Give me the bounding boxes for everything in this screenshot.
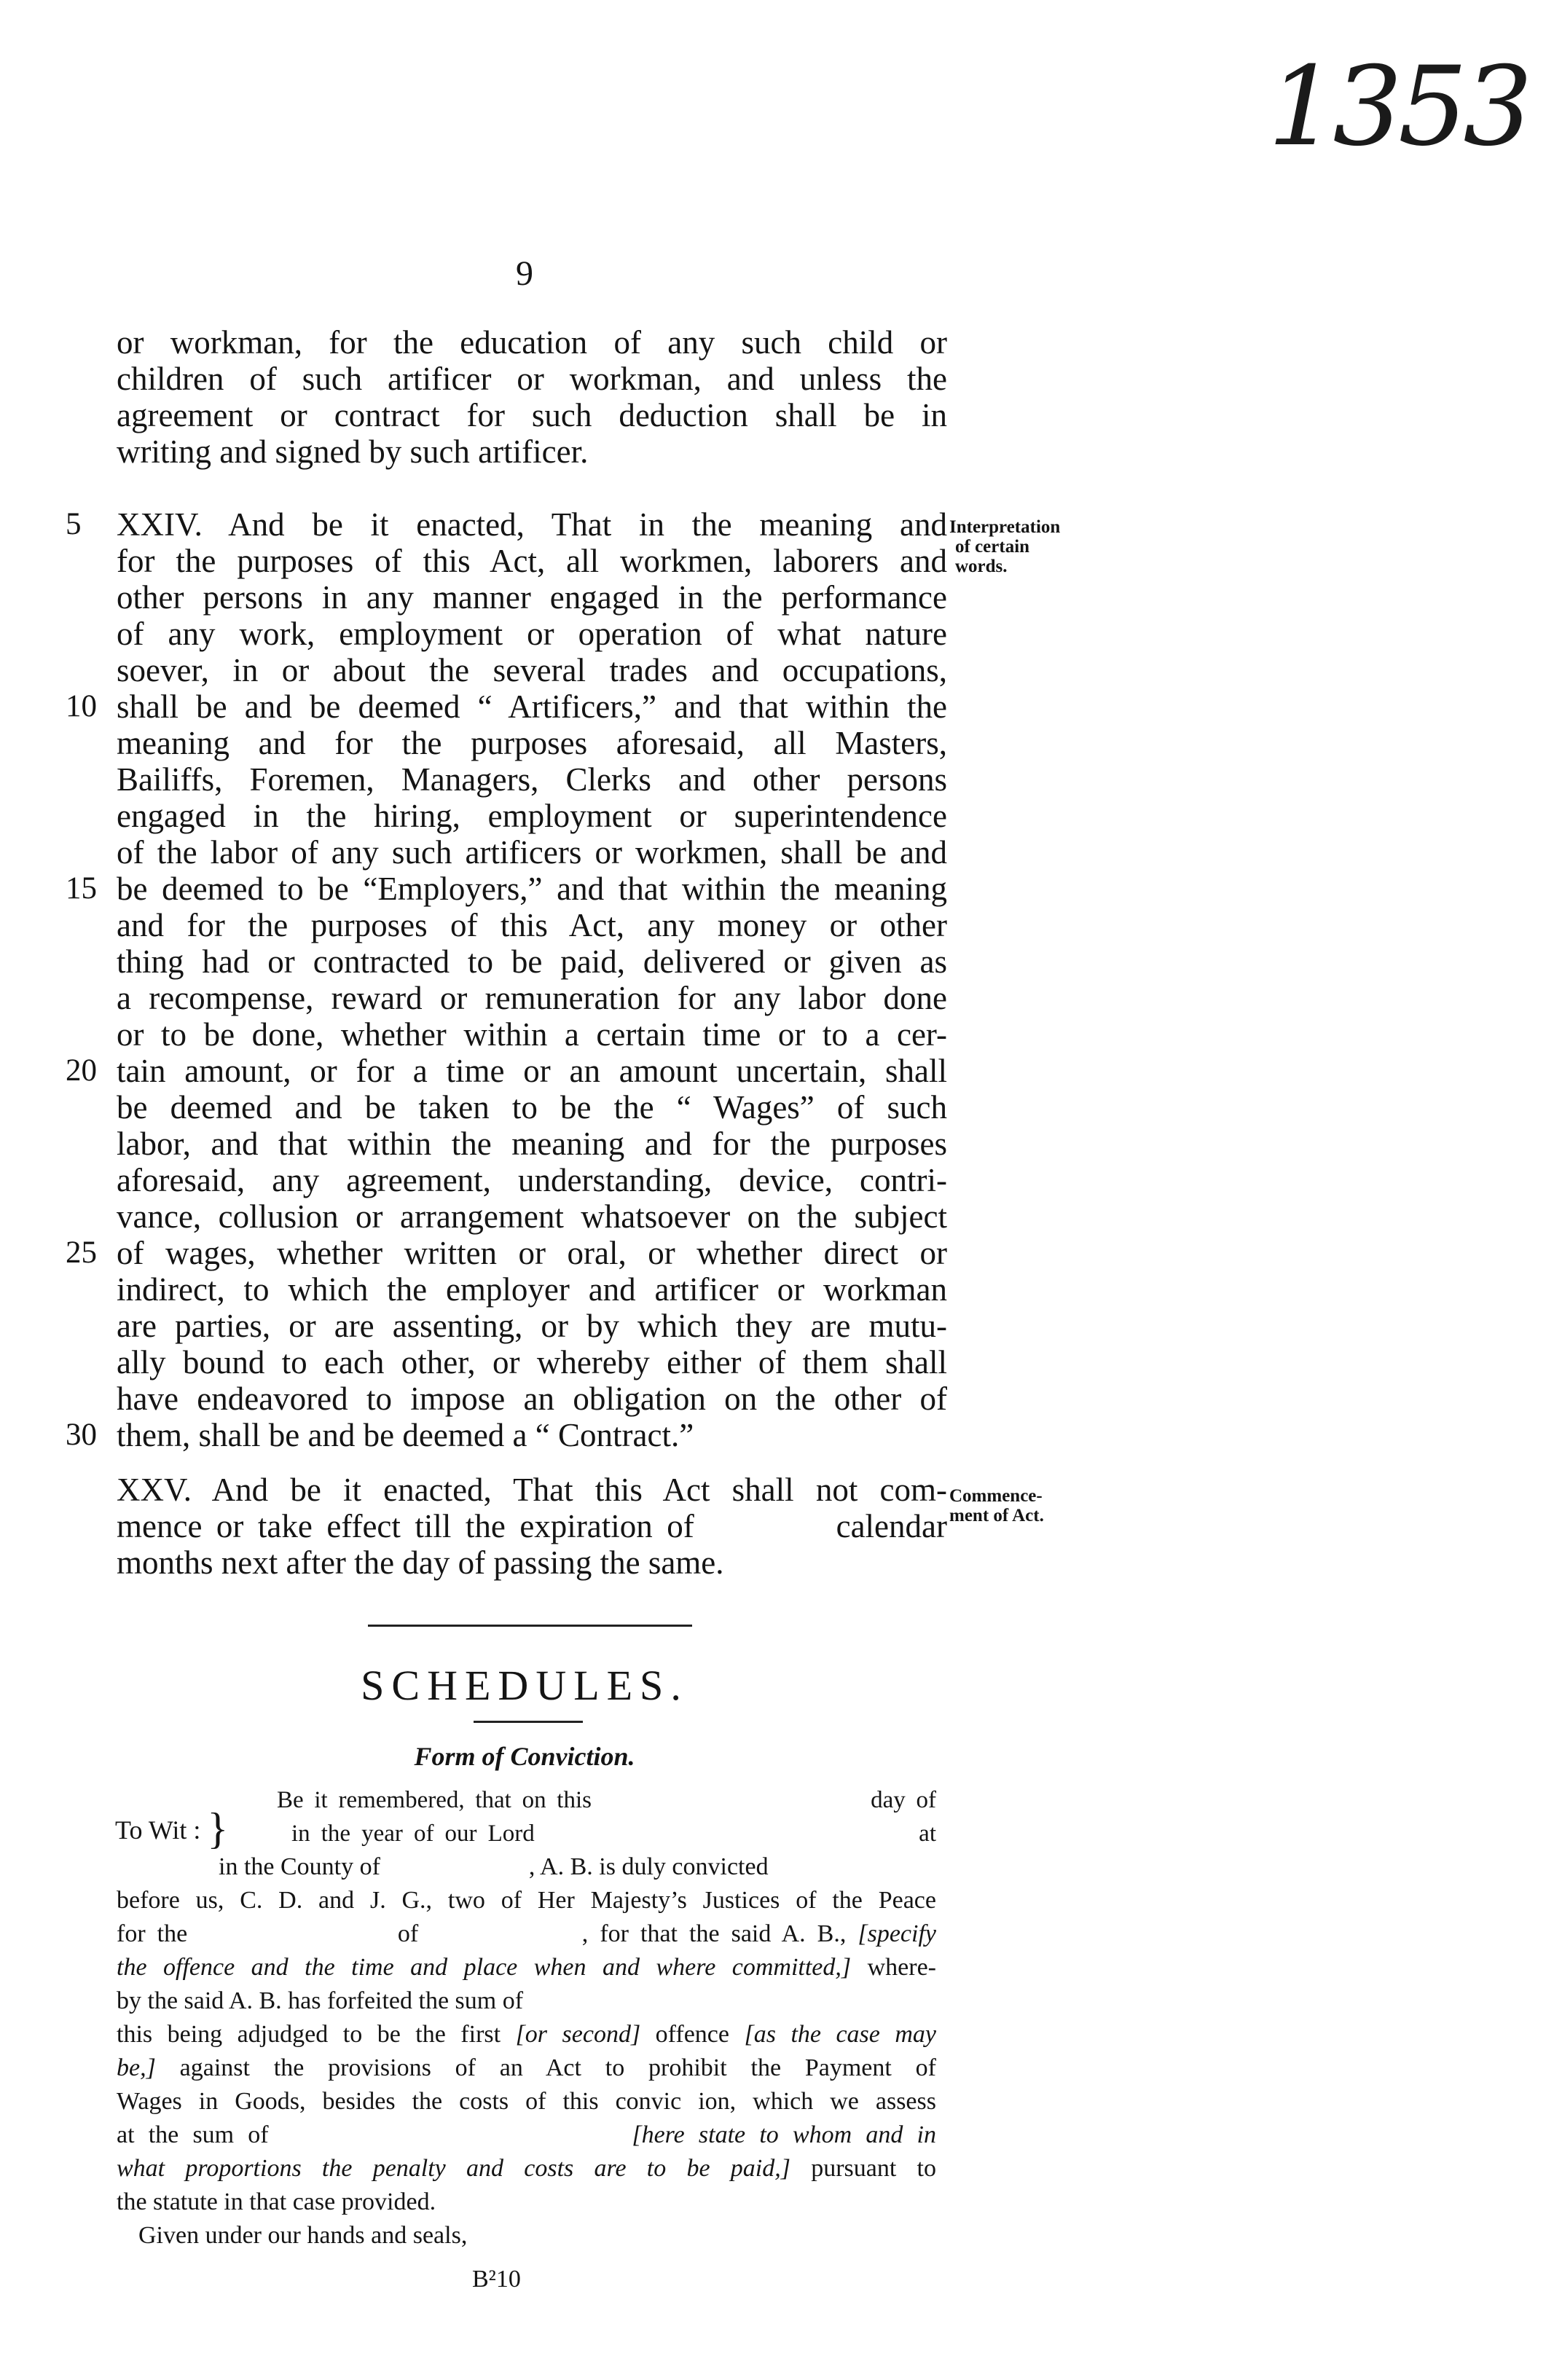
- line-text: and for the purposes of this Act, any money or other: [117, 907, 947, 943]
- form-text: Wages in Goods, besides the costs of this convic ion, which we assess: [117, 2088, 936, 2115]
- line-text: a recompense, reward or remuneration for any labor done: [117, 980, 947, 1016]
- section-xxiv: [66, 506, 947, 1453]
- line-text: be deemed and be taken to be the “ Wages” of such: [117, 1089, 947, 1126]
- form-line: [117, 2018, 936, 2051]
- signature-mark: B²10: [472, 2266, 521, 2293]
- margin-note-line: of certain: [955, 537, 1030, 557]
- line-number: 20: [66, 1053, 97, 1088]
- line-text: of any work, employment or operation of what nature: [117, 616, 947, 652]
- text-line: or workman, for the education of any such child or: [117, 324, 947, 361]
- conviction-form: [117, 1783, 936, 2253]
- text-line: [117, 1162, 947, 1198]
- form-text: Given under our hands and seals,: [138, 2222, 468, 2249]
- line-text: shall be and be deemed “ Artificers,” and that within the: [117, 688, 947, 725]
- form-instruction: what proportions the penalty and costs are to be paid,]: [117, 2155, 790, 2182]
- line-text: tain amount, or for a time or an amount uncertain, shall: [117, 1053, 947, 1089]
- margin-note-line: Interpretation: [949, 517, 1061, 537]
- form-line: [117, 2085, 936, 2118]
- text-line: [117, 1089, 947, 1126]
- text-line: [66, 1053, 947, 1089]
- page-number: 9: [516, 254, 533, 293]
- line-number: 5: [66, 507, 82, 541]
- line-text: have endeavored to impose an obligation on the other of: [117, 1381, 947, 1417]
- form-text: for the of , for that the said A. B.,: [117, 1920, 858, 1947]
- form-text: against the provisions of an Act to prohibit the Payment of: [155, 2054, 936, 2081]
- form-text: in the County of , A. B. is duly convicted: [219, 1853, 769, 1880]
- form-text: this being adjudged to be the first: [117, 2021, 516, 2048]
- to-wit-text: To Wit :: [115, 1815, 201, 1845]
- margin-note-commencement: [949, 1486, 1073, 1525]
- line-text: soever, in or about the several trades and occupations,: [117, 652, 947, 688]
- text-line: [117, 725, 947, 761]
- section-xxv: [117, 1472, 947, 1581]
- line-number: 10: [66, 689, 97, 723]
- text-line: [66, 1417, 947, 1453]
- margin-note-line: ment of Act.: [949, 1506, 1044, 1525]
- line-text: meaning and for the purposes aforesaid, all Masters,: [117, 725, 947, 761]
- text-line: [66, 506, 947, 543]
- line-text: are parties, or are assenting, or by which they are mutu-: [117, 1308, 947, 1344]
- line-text: aforesaid, any agreement, understanding, device, contri-: [117, 1162, 947, 1198]
- text-line: [117, 761, 947, 798]
- form-text: before us, C. D. and J. G., two of Her Majesty’s Justices of the Peace: [117, 1887, 936, 1914]
- form-line: [117, 1984, 936, 2018]
- text-line: writing and signed by such artificer.: [117, 433, 589, 470]
- form-line: [117, 1783, 936, 1817]
- line-text: of the labor of any such artificers or workmen, shall be and: [117, 834, 947, 871]
- line-number: 30: [66, 1418, 97, 1452]
- text-line: [66, 688, 947, 725]
- line-text: labor, and that within the meaning and for the purposes: [117, 1126, 947, 1162]
- form-text: in the year of our Lord at: [291, 1821, 936, 1847]
- divider-rule-short: [474, 1721, 583, 1723]
- form-line: [117, 2051, 936, 2085]
- text-line: [66, 871, 947, 907]
- form-line: [117, 1850, 936, 1884]
- form-text: at the sum of: [117, 2121, 632, 2148]
- form-text: the statute in that case provided.: [117, 2188, 436, 2215]
- form-line: [117, 1951, 936, 1984]
- line-text: Bailiffs, Foremen, Managers, Clerks and other persons: [117, 761, 947, 798]
- carry-over-paragraph: [117, 324, 947, 470]
- form-text: offence: [640, 2021, 745, 2048]
- text-line: [117, 980, 947, 1016]
- line-text: them, shall be and be deemed a “ Contract.”: [117, 1417, 694, 1453]
- schedules-heading: SCHEDULES.: [361, 1662, 688, 1709]
- form-line: [117, 1917, 936, 1951]
- text-line: mence or take effect till the expiration of calendar: [117, 1508, 947, 1544]
- form-line: [117, 2219, 936, 2253]
- text-line: [117, 1198, 947, 1235]
- form-title: Form of Conviction.: [414, 1742, 635, 1771]
- text-line: [117, 943, 947, 980]
- line-number: 25: [66, 1236, 97, 1270]
- text-line: months next after the day of passing the same.: [117, 1544, 724, 1581]
- text-line: [117, 543, 947, 579]
- line-text: engaged in the hiring, employment or superintendence: [117, 798, 947, 834]
- text-line: [117, 907, 947, 943]
- form-text: by the said A. B. has forfeited the sum of: [117, 1987, 524, 2014]
- text-line: [117, 1308, 947, 1344]
- line-text: of wages, whether written or oral, or whether direct or: [117, 1235, 947, 1271]
- divider-rule: [368, 1625, 692, 1627]
- text-line: [117, 1271, 947, 1308]
- text-line: children of such artificer or workman, and unless the: [117, 361, 947, 397]
- line-text: vance, collusion or arrangement whatsoever on the subject: [117, 1198, 947, 1235]
- brace-glyph: }: [207, 1804, 229, 1853]
- line-text: indirect, to which the employer and artificer or workman: [117, 1271, 947, 1308]
- margin-note-interpretation: [949, 517, 1066, 576]
- form-instruction: [as the case may: [744, 2021, 937, 2048]
- text-line: [117, 1344, 947, 1381]
- line-text: XXIV. And be it enacted, That in the meaning and: [117, 506, 947, 543]
- text-line: XXV. And be it enacted, That this Act shall not com-: [117, 1472, 947, 1508]
- text-line: [117, 1126, 947, 1162]
- text-line: [66, 1235, 947, 1271]
- text-line: [117, 579, 947, 616]
- text-line: [117, 798, 947, 834]
- text-line: [117, 834, 947, 871]
- text-line: [117, 652, 947, 688]
- line-number: 15: [66, 871, 97, 906]
- text-line: [117, 1016, 947, 1053]
- line-text: thing had or contracted to be paid, delivered or given as: [117, 943, 947, 980]
- text-line: [117, 1381, 947, 1417]
- text-line: [117, 616, 947, 652]
- form-line: [117, 2185, 936, 2219]
- line-text: other persons in any manner engaged in the performance: [117, 579, 947, 616]
- form-text: where-: [851, 1954, 936, 1981]
- form-text: Be it remembered, that on this day of: [277, 1787, 936, 1813]
- margin-note-line: words.: [955, 557, 1008, 576]
- handwritten-page-number: 1353: [1268, 44, 1529, 170]
- form-instruction: be,]: [117, 2054, 156, 2081]
- form-line: [117, 2118, 936, 2152]
- margin-note-line: Commence-: [949, 1486, 1043, 1506]
- line-text: ally bound to each other, or whereby either of them shall: [117, 1344, 947, 1381]
- line-text: or to be done, whether within a certain time or to a cer-: [117, 1016, 947, 1053]
- line-text: for the purposes of this Act, all workmen, laborers and: [117, 543, 947, 579]
- form-text: pursuant to: [790, 2155, 936, 2182]
- form-line: [117, 1817, 936, 1850]
- form-line: [117, 1884, 936, 1917]
- line-text: be deemed to be “Employers,” and that within the meaning: [117, 871, 947, 907]
- form-line: [117, 2152, 936, 2185]
- text-line: agreement or contract for such deduction shall be in: [117, 397, 947, 433]
- form-instruction: [here state to whom and in: [632, 2121, 936, 2148]
- form-instruction: the offence and the time and place when and where committed,]: [117, 1954, 852, 1981]
- form-instruction: [specify: [858, 1920, 936, 1947]
- form-instruction: [or second]: [515, 2021, 641, 2048]
